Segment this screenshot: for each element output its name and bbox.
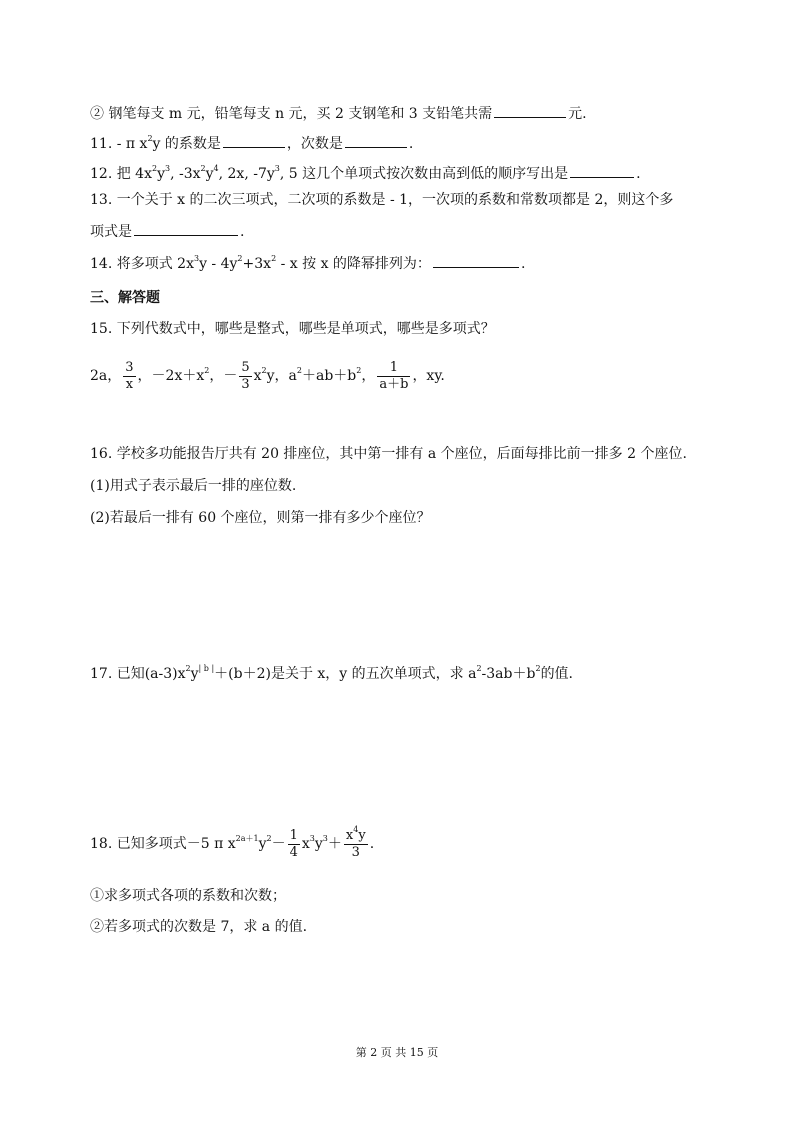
question-16-part-1: (1)用式子表示最后一排的座位数. — [90, 478, 297, 494]
question-18-part-2: ②若多项式的次数是 7，求 a 的值. — [90, 919, 308, 935]
question-15-stem: 15. 下列代数式中，哪些是整式，哪些是单项式，哪些是多项式？ — [90, 321, 495, 337]
answer-blank[interactable] — [345, 133, 407, 148]
question-18-part-1: ①求多项式各项的系数和次数； — [90, 888, 286, 904]
question-16-stem: 16. 学校多功能报告厅共有 20 排座位，其中第一排有 a 个座位，后面每排比前一排多 2 个座位. — [90, 446, 687, 462]
question-18-stem: 18. 已知多项式－5 π $x^{2a+1}y^2-$ $\frac{1}{4}$ $x^3y^3+$ $\frac{x^4y}{3}$ . — [90, 824, 375, 860]
section-heading: 三、解答题 — [90, 290, 160, 306]
question-16-part-2: (2)若最后一排有 60 个座位，则第一排有多少个座位？ — [90, 510, 431, 526]
page-footer: 第 2 页 共 15 页 — [355, 1046, 439, 1059]
answer-blank[interactable] — [433, 253, 519, 268]
question-11: 11. - π $x^2y$ 的系数是 ，次数是 . — [90, 134, 414, 152]
fraction: $\frac{1}{4}$ — [289, 827, 298, 860]
answer-blank[interactable] — [570, 163, 634, 178]
fraction: $\frac{x^4y}{3}$ — [345, 824, 366, 860]
fraction: $\frac{5}{3}$ — [241, 359, 250, 392]
question-14: 14. 将多项式 $2x^3y - 4y^2+3x^2 - x$ 按 x 的降幂排列为： . — [90, 254, 526, 272]
answer-blank[interactable] — [494, 103, 566, 118]
question-12: 12. 把 $4x^2y^3$, $-3x^2y^4$, 2x, $-7y^3$, 5 这几个单项式按次数由高到低的顺序写出是 . — [90, 164, 641, 182]
question-17: 17. 已知$(a-3)x^2y^{| b |}+(b+2)$是关于 x，y 的五次单项式，求 $a^2-3ab+b^2$的值. — [90, 664, 574, 682]
question-15-expressions: 2a， $\frac{3}{x}$ ，$-2x+x^2$，－ $\frac{5}{3}$ $x^2y$，$a^2+ab+b^2$， $\frac{1}{a+b}$ ，xy. — [90, 359, 445, 392]
fraction: $\frac{1}{a+b}$ — [379, 359, 409, 392]
answer-blank[interactable] — [223, 133, 285, 148]
answer-blank[interactable] — [134, 221, 238, 236]
question-13-line-1: 13. 一个关于 x 的二次三项式，二次项的系数是 - 1，一次项的系数和常数项都是 2，则这个多 — [90, 192, 674, 208]
question-10-part-2: ② 钢笔每支 m 元，铅笔每支 n 元，买 2 支钢笔和 3 支铅笔共需 元. — [90, 103, 587, 124]
fraction: $\frac{3}{x}$ — [125, 359, 134, 392]
question-13-line-2: 项式是 . — [90, 221, 244, 242]
